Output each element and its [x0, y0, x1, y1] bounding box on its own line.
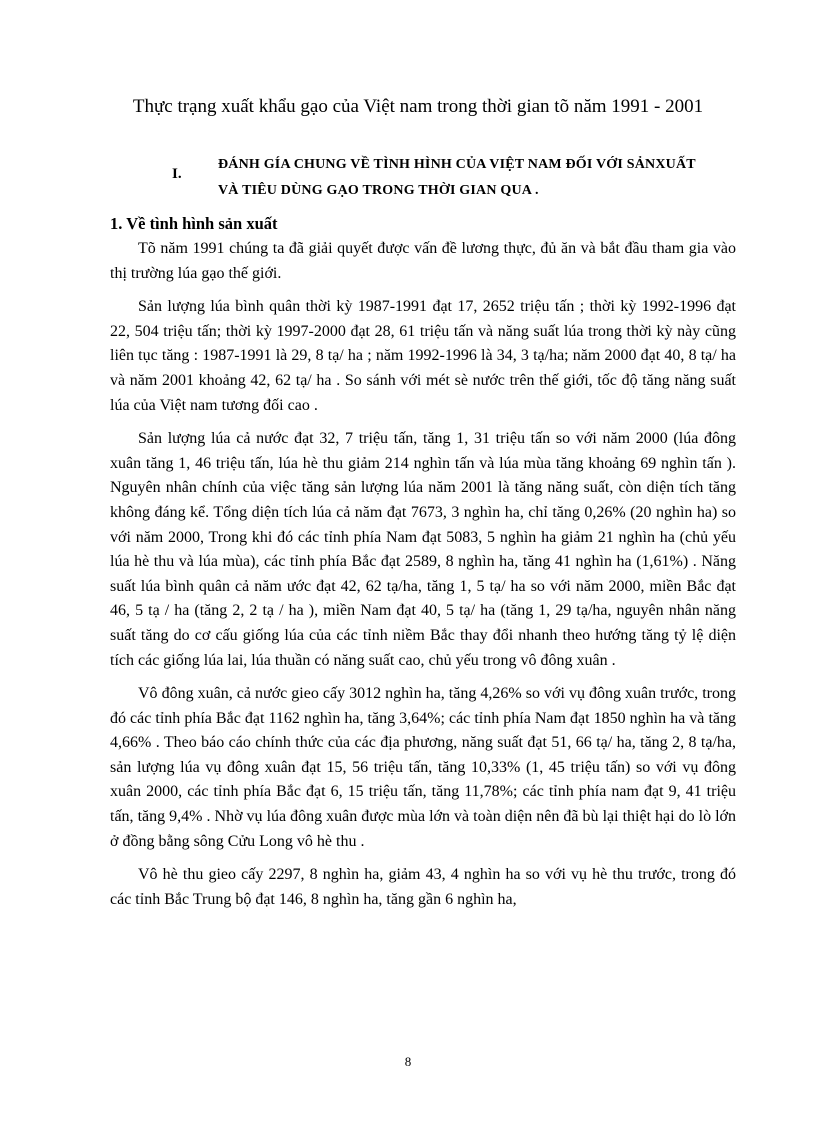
subsection-heading: 1. Về tình hình sản xuất	[110, 214, 278, 233]
document-title: Thực trạng xuất khẩu gạo của Việt nam trong thời gian tõ năm 1991 - 2001	[132, 96, 704, 117]
section-heading-text: ĐÁNH GÍA CHUNG VỀ TÌNH HÌNH CỦA VIỆT NAM ĐỐI VỚI SẢNXUẤT VÀ TIÊU DÙNG GẠO TRONG THỜI GIAN QUA .	[218, 157, 696, 198]
paragraph-1: Tõ năm 1991 chúng ta đã giải quyết được vấn đề lương thực, đủ ăn và bắt đầu tham gia vào thị trường lúa gạo thế giới.	[110, 240, 736, 282]
section-heading	[110, 152, 726, 212]
page-number: 8	[404, 1054, 412, 1069]
paragraph-4: Vô đông xuân, cả nước gieo cấy 3012 nghìn ha, tăng 4,26% so với vụ đông xuân trước, trong đó các tỉnh phía Bắc đạt 1162 nghìn ha, tăng 3,64%; các tỉnh phía Nam đạt 1850 nghìn ha và tăng 4,66% . Theo báo cáo chính thức của các địa phương, năng suất đạt 51, 66 tạ/ ha, tăng 2, 8 tạ/ha, sản lượng lúa vụ đông xuân đạt 15, 56 triệu tấn, tăng 10,33% (1, 45 triệu tấn) so với vụ đông xuân 2000, các tỉnh phía Bắc đạt 6, 15 triệu tấn, tăng 11,78%; các tỉnh phía nam đạt 9, 41 triệu tấn, tăng 9,4% . Nhờ vụ lúa đông xuân được mùa lớn và toàn diện nên đã bù lại thiệt hại do lò lớn ở đồng bằng sông Cửu Long vô hè thu .	[110, 685, 736, 850]
paragraph-3: Sản lượng lúa cả nước đạt 32, 7 triệu tấn, tăng 1, 31 triệu tấn so với năm 2000 (lúa đông xuân tăng 1, 46 triệu tấn, lúa hè thu giảm 214 nghìn tấn và lúa mùa tăng khoảng 69 nghìn tấn ). Nguyên nhân chính của việc tăng sản lượng lúa năm 2001 là tăng năng suất, còn diện tích tăng không đáng kể. Tổng diện tích lúa cả năm đạt 7673, 3 nghìn ha, chỉ tăng 0,26% (20 nghìn ha) so với năm 2000, Trong khi đó các tỉnh phía Nam đạt 5083, 5 nghìn ha giảm 21 nghìn ha (chủ yếu lúa hè thu và lúa mùa), các tỉnh phía Bắc đạt 2589, 8 nghìn ha, tăng 41 nghìn ha (1,61%) . Năng suất lúa bình quân cả năm ước đạt 42, 62 tạ/ha, tăng 1, 5 tạ/ ha so với năm 2000, miền Bắc đạt 46, 5 tạ / ha (tăng 2, 2 tạ / ha ), miền Nam đạt 40, 5 tạ/ ha (tăng 1, 29 tạ/ha, nguyên nhân năng suất tăng do cơ cấu giống lúa của các tỉnh niềm Bắc thay đổi nhanh theo hướng tăng tỷ lệ diện tích các giống lúa lai, lúa thuần có năng suất cao, chủ yếu trong vô đông xuân .	[110, 430, 736, 669]
section-numeral: I.	[172, 166, 182, 182]
paragraph-5: Vô hè thu gieo cấy 2297, 8 nghìn ha, giảm 43, 4 nghìn ha so với vụ hè thu trước, trong đó các tỉnh Bắc Trung bộ đạt 146, 8 nghìn ha, tăng gần 6 nghìn ha,	[110, 866, 736, 908]
paragraph-2: Sản lượng lúa bình quân thời kỳ 1987-1991 đạt 17, 2652 triệu tấn ; thời kỳ 1992-1996 đạt 22, 504 triệu tấn; thời kỳ 1997-2000 đạt 28, 61 triệu tấn và năng suất lúa trong thời kỳ này cũng liên tục tăng : 1987-1991 là 29, 8 tạ/ ha ; năm 1992-1996 là 34, 3 tạ/ha; năm 2000 đạt 40, 8 tạ/ ha và năm 2001 khoảng 42, 62 tạ/ ha . So sánh với mét sè nước trên thế giới, tốc độ tăng năng suất lúa của Việt nam tương đối cao .	[110, 298, 736, 414]
body-text	[110, 237, 736, 921]
